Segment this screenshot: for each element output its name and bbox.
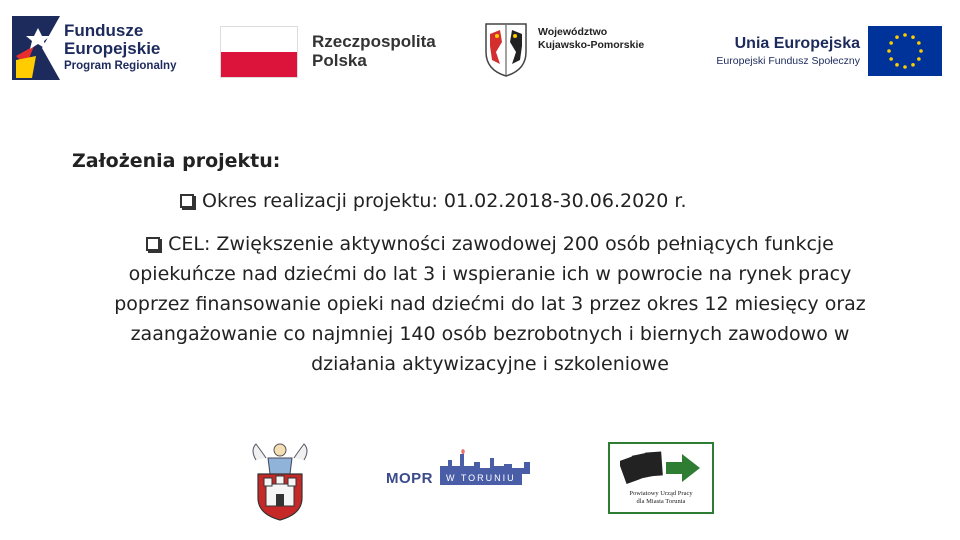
eu-star-icon	[917, 41, 921, 45]
eu-star-icon	[895, 35, 899, 39]
eu-star-icon	[919, 49, 923, 53]
eu-star-icon	[889, 57, 893, 61]
eu-star-icon	[895, 63, 899, 67]
fundusze-europejskie-mark-icon	[12, 16, 60, 80]
unia-line2: Europejski Fundusz Społeczny	[716, 55, 860, 67]
pup-line1: Powiatowy Urząd Pracy	[629, 490, 693, 497]
eu-star-icon	[889, 41, 893, 45]
eu-star-icon	[903, 65, 907, 69]
rzeczpospolita-polska-logo	[220, 26, 450, 78]
project-goal-text: CEL: Zwiększenie aktywności zawodowej 200 osób pełniących funkcje opiekuńcze nad dziećmi do lat 3 i wspieranie ich w powrocie na rynek pracy poprzez finansowanie opieki nad dziećmi do lat 3 przez okres 12 miesięcy oraz zaangażowanie co najmniej 140 osób bezrobotnych i biernych zawodowo w działania aktywizacyjne i szkoleniowe	[114, 233, 866, 375]
bullet-project-goal	[90, 229, 890, 379]
checkbox-bullet-icon	[180, 194, 194, 208]
heading-project-assumptions: Założenia projektu:	[72, 150, 281, 172]
polish-flag-icon	[220, 26, 298, 78]
fundusze-line1: Fundusze	[64, 21, 144, 40]
pup-torun-logo	[608, 442, 714, 514]
eu-star-icon	[911, 35, 915, 39]
project-period-text: Okres realizacji projektu: 01.02.2018-30.06.2020 r.	[202, 190, 687, 212]
fundusze-line2: Europejskie	[64, 39, 161, 58]
bullet-project-period	[180, 190, 686, 212]
mopr-sub: W TORUNIU	[440, 472, 522, 485]
torun-coat-of-arms-icon	[246, 440, 314, 522]
unia-europejska-logo	[696, 26, 946, 78]
mopr-name: MOPR	[386, 470, 433, 487]
eu-star-icon	[911, 63, 915, 67]
fundusze-line3: Program Regionalny	[64, 60, 177, 72]
wojewodztwo-logo	[484, 22, 664, 82]
checkbox-bullet-icon	[146, 237, 160, 251]
unia-line1: Unia Europejska	[734, 35, 860, 52]
mopr-logo	[380, 448, 540, 494]
mopr-skyline-icon	[440, 448, 536, 474]
pup-line2: dla Miasta Torunia	[636, 498, 686, 505]
rzeczpospolita-line1: Rzeczpospolita	[312, 32, 436, 51]
eu-star-icon	[887, 49, 891, 53]
wojewodztwo-line2: Kujawsko-Pomorskie	[538, 39, 645, 51]
rzeczpospolita-line2: Polska	[312, 51, 367, 70]
wojewodztwo-line1: Województwo	[538, 26, 608, 38]
logo-bar	[0, 0, 960, 100]
fundusze-europejskie-logo	[12, 16, 192, 80]
pup-cards-arrow-icon	[620, 448, 704, 488]
eu-star-icon	[917, 57, 921, 61]
eu-star-icon	[903, 33, 907, 37]
eu-flag-icon	[868, 26, 942, 76]
kujawsko-pomorskie-crest-icon	[484, 22, 528, 78]
